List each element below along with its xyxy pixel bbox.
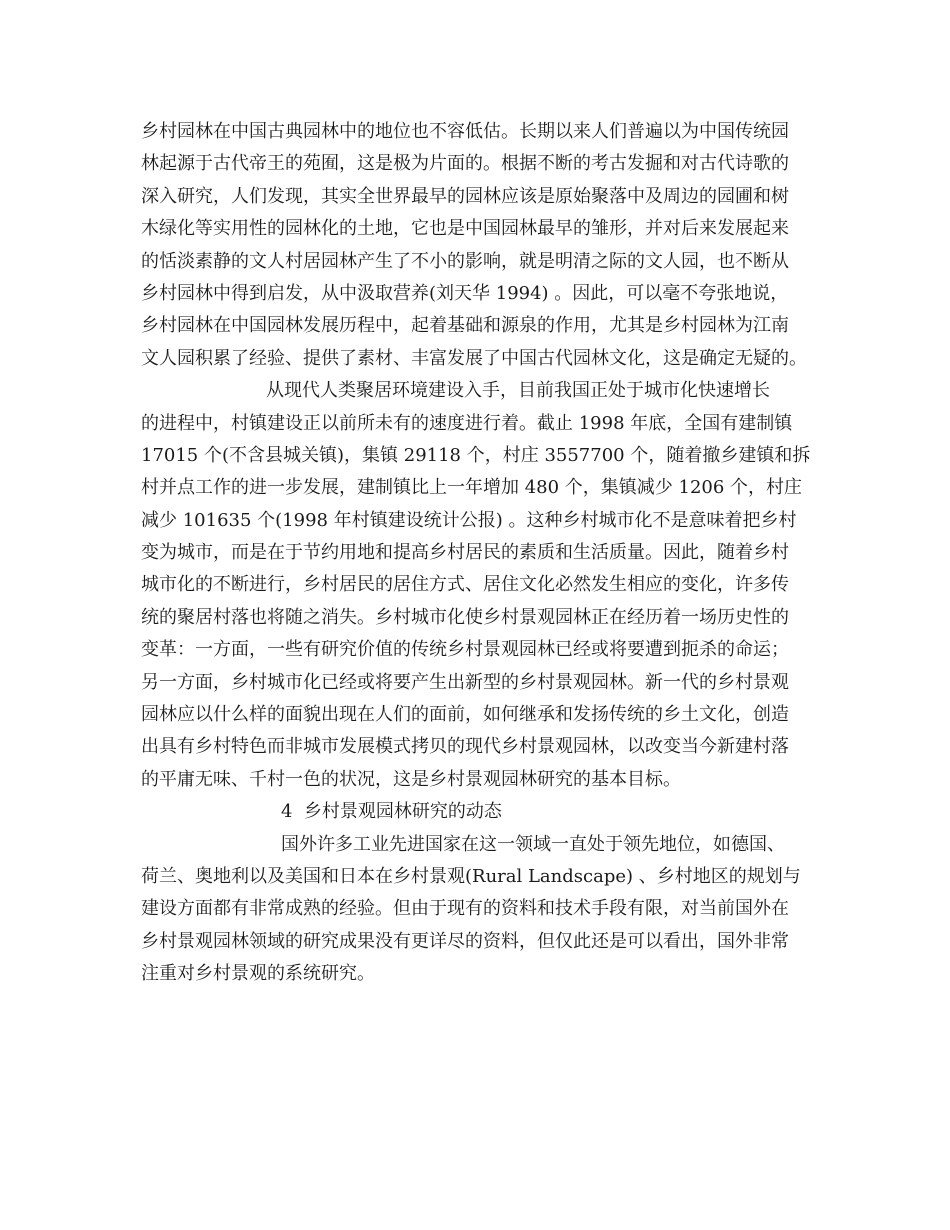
text-line: 木绿化等实用性的园林化的土地，它也是中国园林最早的雏形，并对后来发展起来 — [141, 218, 789, 240]
text-line: 园林应以什么样的面貌出现在人们的面前，如何继承和发扬传统的乡土文化，创造 — [141, 704, 789, 726]
text-line: 乡村园林在中国古典园林中的地位也不容低估。长期以来人们普遍以为中国传统园 — [141, 121, 789, 142]
text-line: 统的聚居村落也将随之消失。乡村城市化使乡村景观园林正在经历着一场历史性的 — [141, 606, 789, 628]
text-line: 17015 个(不含县城关镇)，集镇 29118 个，村庄 3557700 个，随着撤乡建镇和拆 — [141, 444, 811, 466]
text-line: 的平庸无味、千村一色的状况，这是乡村景观园林研究的基本目标。 — [141, 768, 681, 790]
section-heading: 4 乡村景观园林研究的动态 — [281, 801, 502, 823]
text-line: 乡村景观园林领域的研究成果没有更详尽的资料，但仅此还是可以看出，国外非常 — [141, 930, 789, 952]
text-line: 荷兰、奥地利以及美国和日本在乡村景观(Rural Landscape) 、乡村地区的规划与 — [141, 865, 801, 887]
text-line: 村并点工作的进一步发展，建制镇比上一年增加 480 个，集镇减少 1206 个，村庄 — [141, 477, 803, 499]
text-line: 注重对乡村景观的系统研究。 — [141, 963, 375, 985]
text-line: 乡村园林中得到启发，从中汲取营养(刘天华 1994) 。因此，可以毫不夸张地说， — [141, 282, 789, 304]
text-line: 林起源于古代帝王的苑囿，这是极为片面的。根据不断的考古发掘和对古代诗歌的 — [141, 153, 789, 175]
text-line: 城市化的不断进行，乡村居民的居住方式、居住文化必然发生相应的变化，许多传 — [141, 574, 789, 596]
text-line: 出具有乡村特色而非城市发展模式拷贝的现代乡村景观园林，以改变当今新建村落 — [141, 736, 789, 758]
paragraph-start-line: 国外许多工业先进国家在这一领域一直处于领先地位，如德国、 — [281, 833, 785, 855]
text-line: 建设方面都有非常成熟的经验。但由于现有的资料和技术手段有限，对当前国外在 — [141, 898, 789, 920]
text-line: 的恬淡素静的文人村居园林产生了不小的影响，就是明清之际的文人园，也不断从 — [141, 250, 789, 272]
text-line: 乡村园林在中国园林发展历程中，起着基础和源泉的作用，尤其是乡村园林为江南 — [141, 315, 789, 337]
text-line: 变革：一方面，一些有研究价值的传统乡村景观园林已经或将要遭到扼杀的命运； — [141, 639, 789, 661]
text-line: 深入研究，人们发现，其实全世界最早的园林应该是原始聚落中及周边的园圃和树 — [141, 185, 789, 207]
paragraph-start-line: 从现代人类聚居环境建设入手，目前我国正处于城市化快速增长 — [266, 380, 770, 402]
text-line: 减少 101635 个(1998 年村镇建设统计公报) 。这种乡村城市化不是意味着把乡村 — [141, 509, 797, 531]
text-line: 的进程中，村镇建设正以前所未有的速度进行着。截止 1998 年底，全国有建制镇 — [141, 412, 793, 434]
text-line: 文人园积累了经验、提供了素材、丰富发展了中国古代园林文化，这是确定无疑的。 — [141, 347, 807, 369]
text-line: 变为城市，而是在于节约用地和提高乡村居民的素质和生活质量。因此，随着乡村 — [141, 542, 789, 564]
text-line: 另一方面，乡村城市化已经或将要产生出新型的乡村景观园林。新一代的乡村景观 — [141, 671, 789, 693]
document-body — [141, 116, 813, 991]
